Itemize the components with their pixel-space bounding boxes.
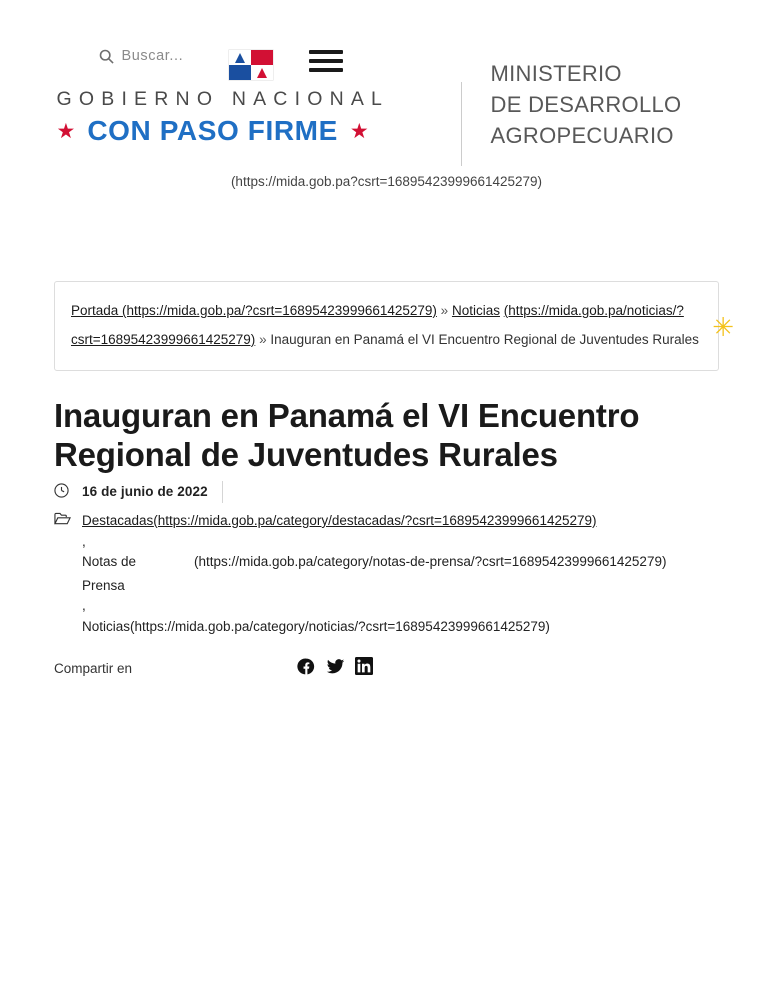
linkedin-icon[interactable] xyxy=(355,657,373,680)
panama-flag-icon xyxy=(229,50,273,80)
star-left-icon: ★ xyxy=(56,119,76,143)
category-comma-1: , xyxy=(82,533,86,549)
header-divider xyxy=(461,82,462,166)
ministry-line3: AGROPECUARIO xyxy=(490,123,674,149)
site-header xyxy=(0,0,773,189)
breadcrumb-item-noticias-url[interactable]: (https://mida.gob.pa/noticias/?csrt=16895423999661425279) xyxy=(71,303,684,348)
category-url-destacadas[interactable]: (https://mida.gob.pa/category/destacadas/?csrt=16895423999661425279) xyxy=(153,512,597,528)
brand-slogan: CON PASO FIRME xyxy=(87,115,338,146)
star-right-icon: ★ xyxy=(349,119,369,143)
ministry-name xyxy=(491,58,682,152)
category-label-notas-de-prensa[interactable]: Notas de Prensa xyxy=(82,554,137,593)
category-comma-2: , xyxy=(82,598,86,614)
share-label: Compartir en xyxy=(54,661,133,676)
search-icon xyxy=(99,49,114,64)
share-bar xyxy=(54,657,719,681)
breadcrumb-item-noticias[interactable]: Noticias xyxy=(451,303,500,318)
breadcrumb-current: Inauguran en Panamá el VI Encuentro Regional de Juventudes Rurales xyxy=(270,332,699,348)
search-placeholder-text: Buscar... xyxy=(121,48,184,64)
brand-block xyxy=(57,88,457,147)
logo-link-url[interactable]: (https://mida.gob.pa?csrt=16895423999661425279) xyxy=(230,174,543,189)
breadcrumb-separator-2: » xyxy=(259,332,267,348)
facebook-icon[interactable] xyxy=(297,657,316,681)
breadcrumb-item-portada[interactable]: Portada (https://mida.gob.pa/?csrt=16895423999661425279) xyxy=(71,303,437,318)
ministry-line1: MINISTERIO xyxy=(490,61,622,86)
ministry-line2: DE DESARROLLO xyxy=(490,92,682,118)
sparkle-icon: ✳ xyxy=(712,312,734,342)
category-item-notas-de-prensa[interactable] xyxy=(82,550,666,597)
folder-icon xyxy=(54,509,72,531)
category-label-destacadas[interactable]: Destacadas xyxy=(82,512,154,528)
article-meta xyxy=(54,481,719,503)
category-url-noticias[interactable]: (https://mida.gob.pa/category/noticias/?csrt=16895423999661425279) xyxy=(130,618,550,634)
category-url-notas-de-prensa[interactable]: (https://mida.gob.pa/category/notas-de-prensa/?csrt=16895423999661425279) xyxy=(194,554,667,570)
search-input[interactable] xyxy=(99,48,184,64)
hamburger-menu-icon[interactable] xyxy=(309,46,343,76)
clock-icon xyxy=(54,481,72,503)
breadcrumb xyxy=(54,281,734,371)
twitter-icon[interactable] xyxy=(326,657,345,681)
breadcrumb-separator-1: » xyxy=(440,303,449,318)
category-label-noticias[interactable]: Noticias xyxy=(82,618,131,634)
brand-line1: GOBIERNO NACIONAL xyxy=(56,88,390,110)
publish-date: 16 de junio de 2022 xyxy=(82,481,223,503)
category-item-destacadas[interactable] xyxy=(82,509,666,533)
category-item-noticias[interactable] xyxy=(82,615,666,639)
page-title: Inauguran en Panamá el VI Encuentro Regional de Juventudes Rurales xyxy=(54,397,640,473)
article-categories xyxy=(54,509,719,639)
